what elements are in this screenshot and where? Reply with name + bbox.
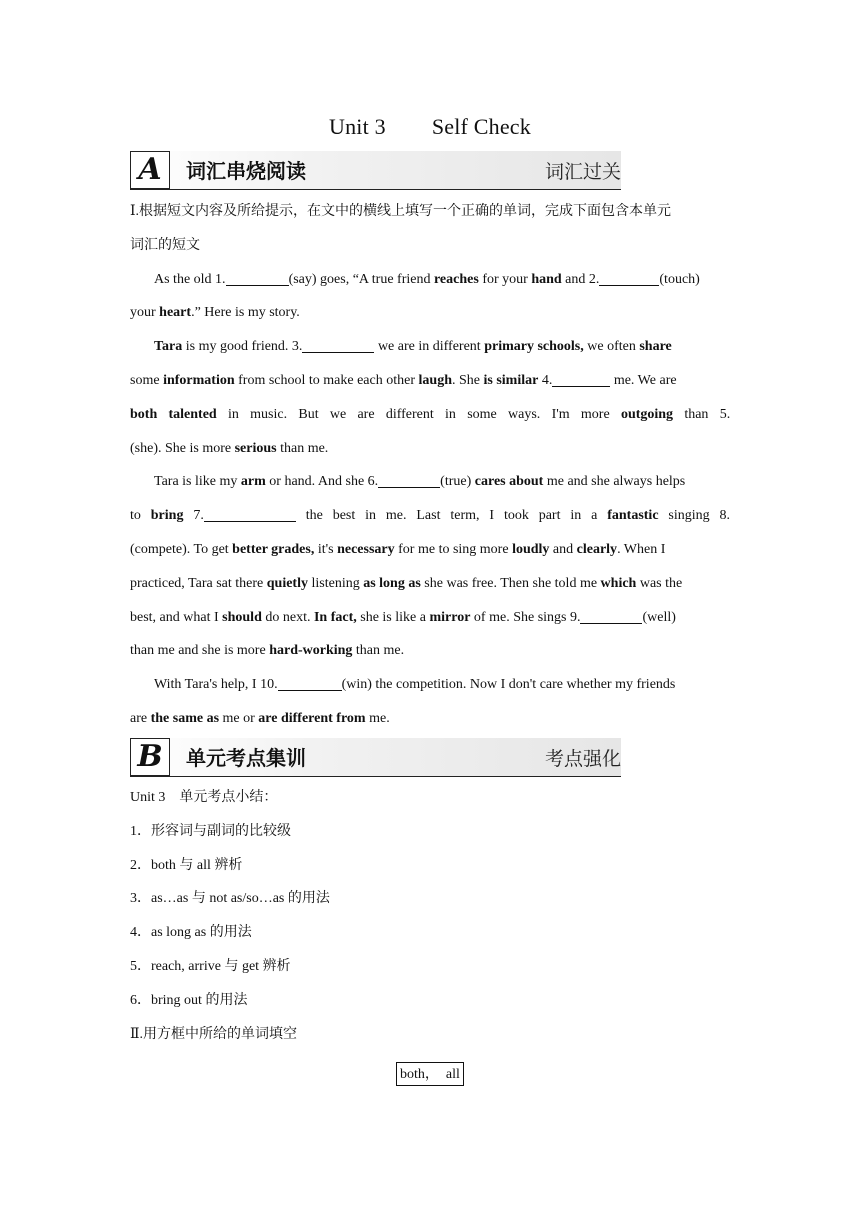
section-a-body: [130, 195, 730, 736]
section-b-body: [130, 781, 730, 1051]
answer-blank-10[interactable]: [278, 676, 342, 691]
passage-line: As the old 1. (say) goes, “A true friend reaches for your hand and 2. (touch): [154, 271, 700, 287]
answer-blank-2[interactable]: [599, 271, 659, 286]
summary-heading: Unit 3 单元考点小结：: [130, 790, 278, 805]
answer-blank-9[interactable]: [580, 609, 642, 624]
title-name: Self Check: [431, 114, 531, 139]
instruction-2: Ⅱ.用方框中所给的单词填空: [130, 1026, 298, 1042]
instruction-1-line-2: 词汇的短文: [130, 237, 200, 253]
summary-item: 3．as…as 与 not as/so…as 的用法: [130, 891, 330, 907]
summary-item: 1．形容词与副词的比较级: [130, 823, 291, 839]
section-b-badge: B: [130, 738, 170, 776]
answer-blank-6[interactable]: [378, 473, 440, 488]
answer-blank-1[interactable]: [226, 271, 289, 286]
title-unit: Unit 3: [329, 114, 386, 139]
section-a-tag: 词汇过关: [544, 161, 621, 183]
word-box: both， all: [396, 1062, 464, 1086]
answer-blank-3[interactable]: [302, 338, 374, 353]
summary-item: 2．both 与 all 辨析: [130, 857, 243, 873]
answer-blank-7[interactable]: [204, 507, 296, 522]
passage-line: With Tara's help, I 10. (win) the competition. Now I don't care whether my friends: [154, 677, 676, 693]
passage-line: best, and what I should do next. In fact, she is like a mirror of me. She sings 9. (well): [130, 609, 676, 625]
summary-item: 4．as long as 的用法: [130, 925, 252, 941]
section-b-banner: [130, 738, 621, 777]
summary-item: 5．reach, arrive 与 get 辨析: [130, 958, 291, 974]
section-a-banner: [130, 151, 621, 190]
passage-line: than me and she is more hard-working than me.: [130, 643, 405, 659]
answer-blank-4[interactable]: [552, 372, 610, 387]
passage-line: (compete). To get better grades, it's necessary for me to sing more loudly and clearly. When I: [130, 541, 666, 557]
passage-line: (she). She is more serious than me.: [130, 440, 329, 456]
passage-line: practiced, Tara sat there quietly listening as long as she was free. Then she told me which was the: [130, 575, 683, 591]
passage-line: your heart.” Here is my story.: [130, 305, 300, 321]
summary-item: 6．bring out 的用法: [130, 992, 248, 1008]
page-title: [0, 114, 860, 140]
passage-line: are the same as me or are different from me.: [130, 710, 390, 726]
section-b-title: 单元考点集训: [186, 746, 306, 770]
section-b-tag: 考点强化: [544, 748, 621, 770]
passage-line: some information from school to make each other laugh. She is similar 4. me. We are: [130, 372, 677, 388]
section-a-badge: A: [130, 151, 170, 189]
passage-line: both talented in music. But we are different in some ways. I'm more outgoing than 5.: [130, 406, 731, 422]
passage-line: Tara is like my arm or hand. And she 6. (true) cares about me and she always helps: [154, 474, 686, 490]
passage-line: Tara is my good friend. 3. we are in different primary schools, we often share: [154, 339, 672, 355]
instruction-1-line-1: Ⅰ.根据短文内容及所给提示，在文中的横线上填写一个正确的单词，完成下面包含本单元: [130, 204, 672, 219]
passage-line: to bring 7. the best in me. Last term, I took part in a fantastic singing 8.: [130, 508, 731, 524]
section-a-title: 词汇串烧阅读: [186, 159, 306, 183]
